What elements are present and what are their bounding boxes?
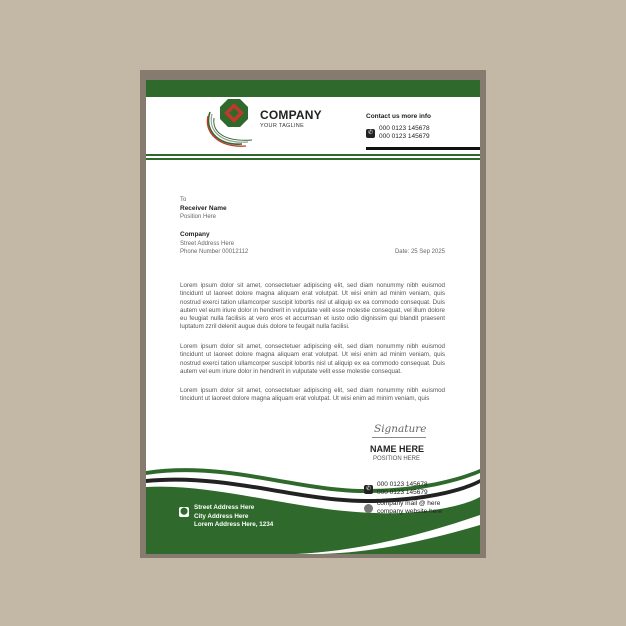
footer-address-line-1: Street Address Here [194, 504, 255, 511]
body-paragraph-1: Lorem ipsum dolor sit amet, consectetuer adipiscing elit, sed diam nonummy nibh euismod tincidunt ut laoreet dolore magna aliquam erat volutpat. Ut wisi enim ad minim veniam, quis nostrud exerci tation ullamcorper suscipit lobortis nisl ut aliquip ex ea commodo consequat. Duis autem vel eum iriure dolor in hendrerit in vulputate velit esse molestie consequat, vel illum dolore eu feugiat nulla facilisis at vero eros et accumsan et iusto odio dignissim qui blandit praesent luptatum zzril delenit augue duis dolore te feugait nulla facilisi. [180, 282, 445, 331]
body-paragraph-3: Lorem ipsum dolor sit amet, consectetuer adipiscing elit, sed diam nonummy nibh euismod tincidunt ut laoreet dolore magna aliquam erat volutpat. Ut wisi enim ad minim veniam, quis [180, 387, 445, 403]
body-paragraph-2: Lorem ipsum dolor sit amet, consectetuer adipiscing elit, sed diam nonummy nibh euismod tincidunt ut laoreet dolore magna aliquam erat volutpat. Ut wisi enim ad minim veniam, quis nostrud exerci tation ullamcorper suscipit lobortis nisl ut aliquip ex ea commodo consequat. Duis autem vel eum iriure dolor in hendrerit in vulputate velit esse molestie consequat. [180, 343, 445, 375]
phone-icon: ✆ [367, 129, 374, 136]
sender-phone: Phone Number 00012112 [180, 249, 249, 255]
receiver-name: Receiver Name [180, 204, 227, 212]
footer-phone-2: 000 0123 145679 [377, 489, 428, 496]
footer-website: company website here [377, 508, 443, 515]
recipient-block [180, 196, 227, 222]
sender-block [180, 231, 248, 257]
contact-title: Contact us more info [366, 113, 432, 120]
footer-address [194, 504, 273, 530]
sender-street: Street Address Here [180, 240, 235, 247]
signature-script: Signature [374, 423, 427, 435]
signer-position: POSITION HERE [373, 456, 421, 462]
company-tagline: YOUR TAGLINE [260, 123, 305, 129]
footer-phone-block [364, 481, 428, 497]
header-green-band [146, 80, 480, 97]
to-label: To [180, 197, 187, 203]
company-name: COMPANY [260, 108, 322, 122]
sender-company: Company [180, 231, 210, 238]
letter-date: Date: 25 Sep 2025 [394, 249, 445, 255]
header-phone-1: 000 0123 145678 [379, 125, 430, 132]
header-rule [146, 158, 480, 160]
footer-address-line-3: Lorem Address Here, 1234 [194, 521, 274, 528]
location-pin-icon: ⬤ [180, 508, 188, 515]
header-rule [146, 154, 480, 156]
phone-icon: ✆ [365, 485, 372, 492]
header-phone-2: 000 0123 145679 [379, 133, 430, 140]
signature-line [372, 437, 426, 438]
footer-web-block [364, 500, 442, 516]
footer-address-line-2: City Address Here [194, 512, 249, 520]
header-dark-bar [366, 147, 480, 150]
footer-phone-1: 000 0123 145678 [377, 481, 428, 488]
receiver-position: Position Here [180, 214, 217, 220]
globe-icon [364, 504, 373, 513]
letterhead-page [146, 80, 480, 554]
footer-mail: company mail @ here [377, 500, 441, 507]
header-phone-block [366, 125, 430, 141]
company-logo-icon [202, 98, 264, 154]
signer-name: NAME HERE [370, 444, 425, 454]
